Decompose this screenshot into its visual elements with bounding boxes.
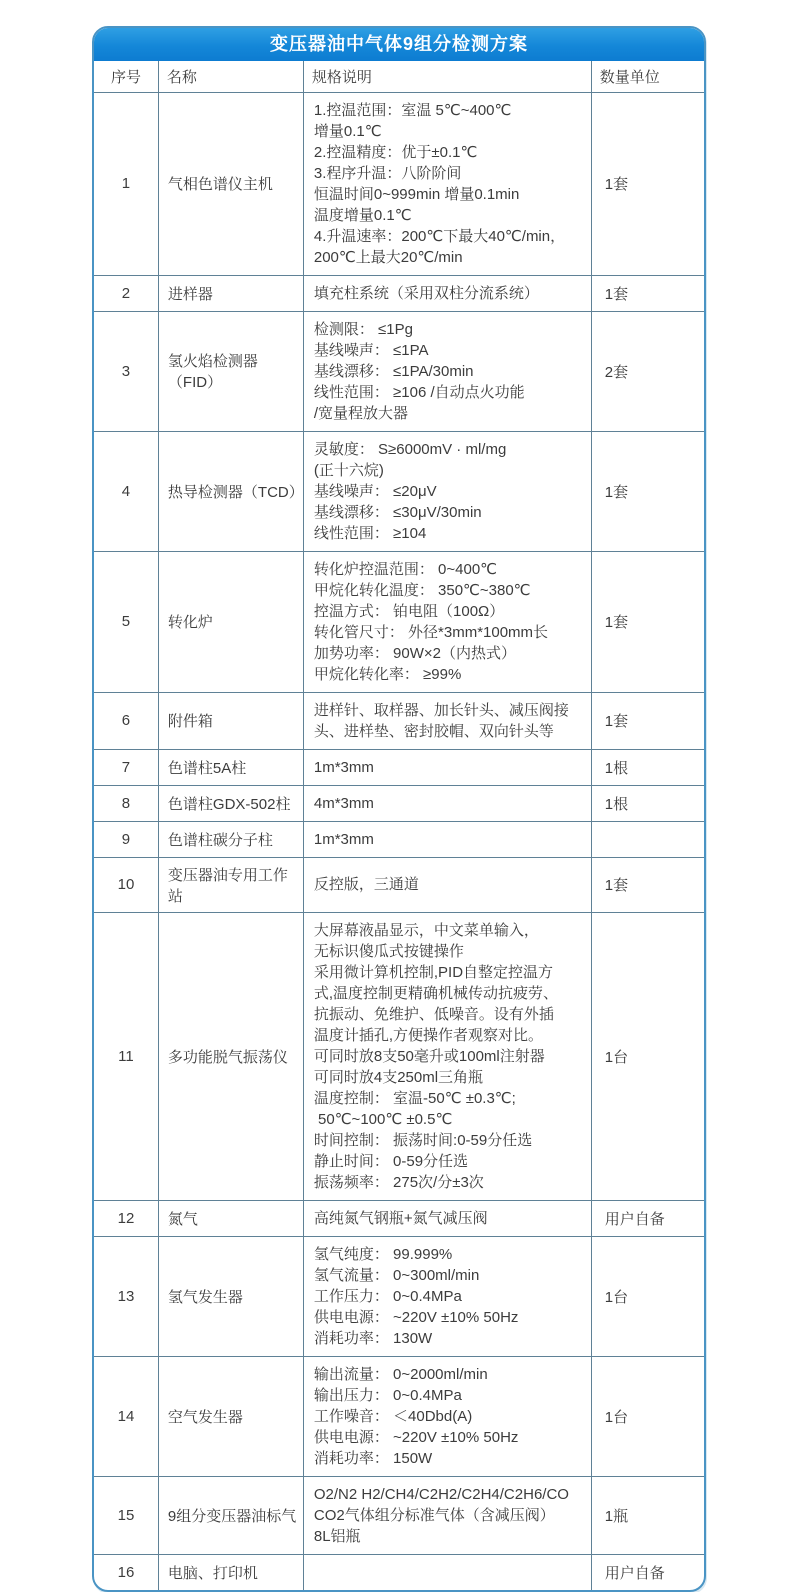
spec-line: 2.控温精度：优于±0.1℃	[313, 143, 478, 161]
item-spec	[303, 749, 591, 785]
spec-line: 恒温时间0~999min 增量0.1min	[313, 185, 520, 203]
spec-line: 氢气纯度： 99.999%	[313, 1245, 453, 1263]
item-name: 多功能脱气振荡仪	[158, 912, 303, 1200]
row-number: 2	[94, 275, 158, 311]
item-quantity: 1套	[591, 431, 704, 551]
table-row	[94, 749, 704, 785]
item-quantity: 1套	[591, 275, 704, 311]
table-title: 变压器油中气体9组分检测方案	[94, 28, 704, 61]
spec-line: 高纯氮气钢瓶+氮气减压阀	[313, 1209, 488, 1227]
item-name: 9组分变压器油标气	[158, 1476, 303, 1554]
item-quantity: 1台	[591, 1356, 704, 1476]
item-spec	[303, 431, 591, 551]
item-name: 氢气发生器	[158, 1236, 303, 1356]
item-name: 转化炉	[158, 551, 303, 692]
spec-line: CO2气体组分标准气体（含减压阀）	[313, 1506, 555, 1524]
spec-line: 供电电源： ~220V ±10% 50Hz	[313, 1428, 519, 1446]
item-name: 氮气	[158, 1200, 303, 1236]
table-row	[94, 1236, 704, 1356]
item-quantity: 1套	[591, 551, 704, 692]
item-quantity: 1套	[591, 92, 704, 275]
row-number: 1	[94, 92, 158, 275]
spec-line: 输出压力： 0~0.4MPa	[313, 1386, 462, 1404]
row-number: 8	[94, 785, 158, 821]
spec-line: O2/N2 H2/CH4/C2H2/C2H4/C2H6/CO	[313, 1485, 569, 1503]
item-spec	[303, 692, 591, 749]
table-row	[94, 92, 704, 275]
spec-line: 消耗功率： 150W	[313, 1449, 433, 1467]
spec-line: 8L铝瓶	[313, 1527, 361, 1545]
item-name: 色谱柱GDX-502柱	[158, 785, 303, 821]
spec-line: 甲烷化转化温度： 350℃~380℃	[313, 581, 531, 599]
spec-line: 增量0.1℃	[313, 122, 382, 140]
row-number: 7	[94, 749, 158, 785]
item-quantity: 用户自备	[591, 1200, 704, 1236]
item-name: 电脑、打印机	[158, 1554, 303, 1590]
table-row	[94, 551, 704, 692]
item-spec	[303, 912, 591, 1200]
spec-line: 200℃上最大20℃/min	[313, 248, 463, 266]
item-name: 气相色谱仪主机	[158, 92, 303, 275]
table-row	[94, 821, 704, 857]
spec-line: 甲烷化转化率： ≥99%	[313, 665, 462, 683]
item-spec	[303, 311, 591, 431]
col-header-name: 名称	[158, 61, 303, 92]
table-row	[94, 311, 704, 431]
row-number: 14	[94, 1356, 158, 1476]
row-number: 9	[94, 821, 158, 857]
spec-line: 输出流量： 0~2000ml/min	[313, 1365, 488, 1383]
table-row	[94, 1476, 704, 1554]
item-quantity: 1瓶	[591, 1476, 704, 1554]
spec-line: 1.控温范围：室温 5℃~400℃	[313, 101, 512, 119]
row-number: 4	[94, 431, 158, 551]
item-quantity	[591, 821, 704, 857]
detection-plan-card	[92, 26, 706, 1592]
row-number: 3	[94, 311, 158, 431]
row-number: 11	[94, 912, 158, 1200]
item-name: 变压器油专用工作站	[158, 857, 303, 912]
table-row	[94, 912, 704, 1200]
spec-line: 式,温度控制更精确机械传动抗疲劳、	[313, 984, 559, 1002]
spec-line: 采用微计算机控制,PID自整定控温方	[313, 963, 554, 981]
spec-line: 1m*3mm	[313, 758, 374, 776]
table-row	[94, 1554, 704, 1590]
spec-line: 无标识傻瓜式按键操作	[313, 942, 464, 960]
row-number: 10	[94, 857, 158, 912]
item-quantity: 1台	[591, 1236, 704, 1356]
spec-line: /宽量程放大器	[313, 404, 409, 422]
table-row	[94, 857, 704, 912]
spec-line: 抗振动、免维护、低噪音。设有外插	[313, 1005, 554, 1023]
item-quantity: 1套	[591, 857, 704, 912]
spec-line: 控温方式： 铂电阻（100Ω）	[313, 602, 505, 620]
spec-line: 填充柱系统（采用双柱分流系统）	[313, 284, 539, 302]
spec-line: 静止时间： 0-59分任选	[313, 1152, 469, 1170]
item-spec	[303, 275, 591, 311]
spec-line: 温度计插孔,方便操作者观察对比。	[313, 1026, 544, 1044]
item-name: 进样器	[158, 275, 303, 311]
table-row	[94, 1200, 704, 1236]
row-number: 5	[94, 551, 158, 692]
spec-line: 基线漂移： ≤30μV/30min	[313, 503, 482, 521]
item-spec	[303, 1356, 591, 1476]
spec-line: 3.程序升温：八阶阶间	[313, 164, 462, 182]
table-row	[94, 431, 704, 551]
table-row	[94, 275, 704, 311]
table-row	[94, 1356, 704, 1476]
item-spec	[303, 1236, 591, 1356]
spec-line: 可同时放8支50毫升或100ml注射器	[313, 1047, 545, 1065]
row-number: 6	[94, 692, 158, 749]
spec-line: 4.升温速率：200℃下最大40℃/min，	[313, 227, 566, 245]
spec-line: 大屏幕液晶显示，中文菜单输入，	[313, 921, 539, 939]
spec-table	[94, 61, 704, 1590]
header-row	[94, 61, 704, 92]
spec-line: 转化炉控温范围： 0~400℃	[313, 560, 498, 578]
spec-line: 工作压力： 0~0.4MPa	[313, 1287, 462, 1305]
item-name: 色谱柱碳分子柱	[158, 821, 303, 857]
item-quantity: 1根	[591, 785, 704, 821]
spec-line: 线性范围： ≥104	[313, 524, 427, 542]
col-header-spec: 规格说明	[303, 61, 591, 92]
item-name: 热导检测器（TCD）	[158, 431, 303, 551]
item-name: 氢火焰检测器（FID）	[158, 311, 303, 431]
table-row	[94, 785, 704, 821]
spec-line: 1m*3mm	[313, 830, 374, 848]
item-quantity: 1台	[591, 912, 704, 1200]
spec-line: 时间控制： 振荡时间:0-59分任选	[313, 1131, 533, 1149]
item-spec	[303, 1554, 591, 1590]
spec-line: 基线漂移： ≤1PA/30min	[313, 362, 474, 380]
item-quantity: 1根	[591, 749, 704, 785]
spec-line: 可同时放4支250ml三角瓶	[313, 1068, 484, 1086]
row-number: 16	[94, 1554, 158, 1590]
spec-line: 氢气流量： 0~300ml/min	[313, 1266, 480, 1284]
spec-line: 加势功率： 90W×2（内热式）	[313, 644, 516, 662]
row-number: 12	[94, 1200, 158, 1236]
spec-line: 转化管尺寸： 外径*3mm*100mm长	[313, 623, 549, 641]
spec-line: 检测限： ≤1Pg	[313, 320, 413, 338]
item-quantity: 1套	[591, 692, 704, 749]
spec-line: 灵敏度： S≥6000mV · ml/mg	[313, 440, 507, 458]
spec-line: 温度增量0.1℃	[313, 206, 412, 224]
spec-line: 温度控制： 室温-50℃ ±0.3℃;	[313, 1089, 516, 1107]
item-name: 色谱柱5A柱	[158, 749, 303, 785]
item-spec	[303, 92, 591, 275]
spec-line: 振荡频率： 275次/分±3次	[313, 1173, 484, 1191]
item-spec	[303, 551, 591, 692]
item-name: 空气发生器	[158, 1356, 303, 1476]
item-spec	[303, 1200, 591, 1236]
table-row	[94, 692, 704, 749]
col-header-qty: 数量单位	[591, 61, 704, 92]
row-number: 15	[94, 1476, 158, 1554]
item-spec	[303, 857, 591, 912]
item-name: 附件箱	[158, 692, 303, 749]
spec-line: 反控版，三通道	[313, 876, 419, 893]
spec-line: 50℃~100℃ ±0.5℃	[313, 1110, 453, 1128]
item-spec	[303, 785, 591, 821]
row-number: 13	[94, 1236, 158, 1356]
spec-line: 4m*3mm	[313, 794, 374, 812]
spec-line: 基线噪声： ≤20μV	[313, 482, 437, 500]
spec-line: 供电电源： ~220V ±10% 50Hz	[313, 1308, 519, 1326]
item-spec	[303, 821, 591, 857]
spec-line: 消耗功率： 130W	[313, 1329, 433, 1347]
spec-line: 线性范围： ≥106 /自动点火功能	[313, 383, 525, 401]
item-quantity: 2套	[591, 311, 704, 431]
spec-line: (正十六烷)	[313, 461, 384, 479]
spec-line: 基线噪声： ≤1PA	[313, 341, 429, 359]
spec-line: 工作噪音： ＜40Dbd(A)	[313, 1407, 473, 1425]
item-quantity: 用户自备	[591, 1554, 704, 1590]
spec-line: 进样针、取样器、加长针头、减压阀接头、进样垫、密封胶帽、双向针头等	[313, 701, 569, 740]
col-header-no: 序号	[94, 61, 158, 92]
item-spec	[303, 1476, 591, 1554]
